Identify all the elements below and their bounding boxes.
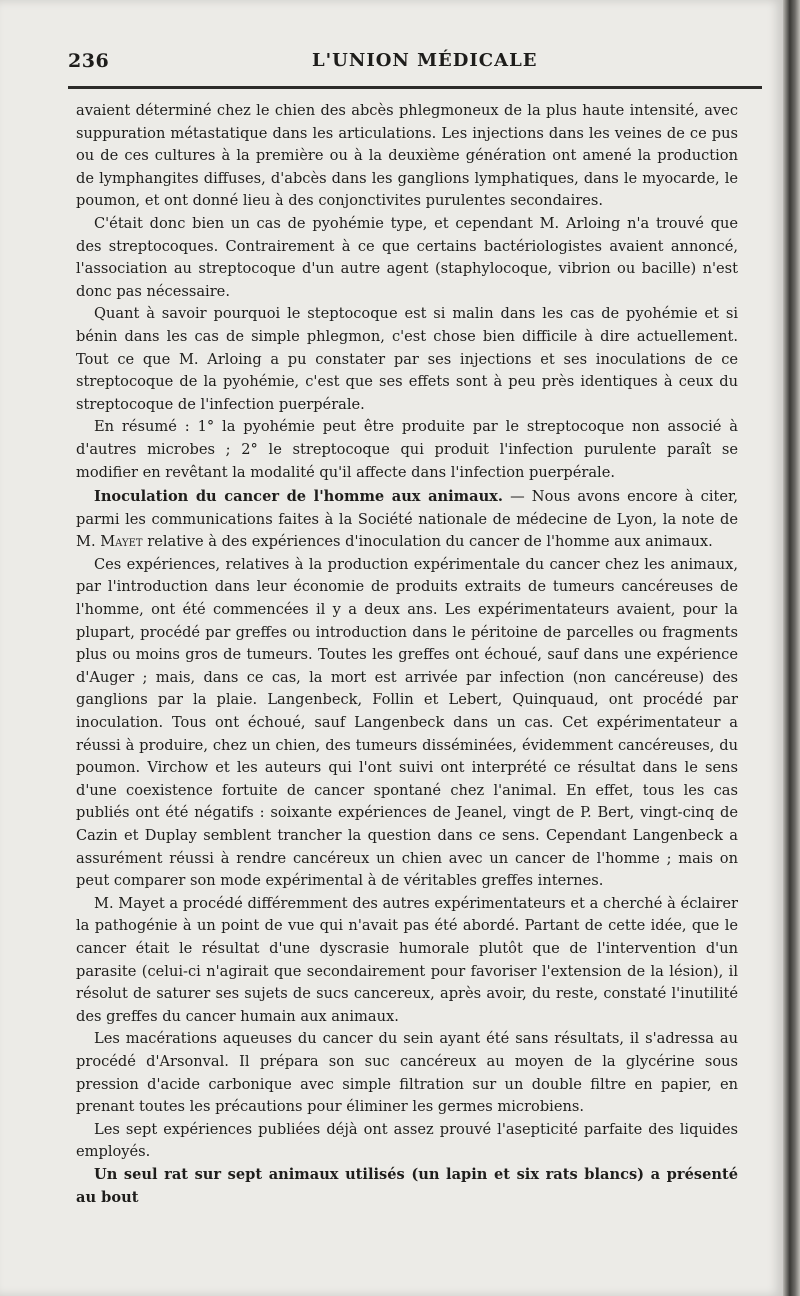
paragraph: Les sept expériences publiées déjà ont assez prouvé l'asepticité parfaite des liquides employés. — [76, 1120, 738, 1161]
paragraph: Quant à savoir pourquoi le steptocoque est si malin dans les cas de pyohémie et si bénin dans les cas de simple phlegmon, c'est chose bien difficile à dire actuellement. Tout ce que M. Arloing a pu constater par ses injections et ses inoculations de ce streptocoque de la pyohémie, c'est que ses effets sont à peu près identiques à ceux du streptocoque de l'infection puerpérale. — [76, 305, 738, 413]
header-rule — [68, 86, 762, 89]
section-intro-text: — Nous avons encore à citer, parmi les communications faites à la Société nationale de médecine de Lyon, la note de M. — [76, 488, 738, 551]
paragraph: Un seul rat sur sept animaux utilisés (un lapin et six rats blancs) a présenté au bout — [76, 1165, 738, 1206]
body-text — [76, 100, 738, 1209]
section-intro-text: relative à des expériences d'inoculation du cancer de l'homme aux animaux. — [142, 533, 713, 551]
page-number: 236 — [68, 50, 110, 72]
section-title: Inoculation du cancer de l'homme aux animaux. — [94, 488, 503, 506]
page-header — [68, 48, 758, 76]
paragraph: En résumé : 1° la pyohémie peut être produite par le streptocoque non associé à d'autres microbes ; 2° le streptocoque qui produit l'infection purulente paraît se modifier en revêtant la modalité qu'il affecte dans l'infection puerpérale. — [76, 418, 738, 481]
author-name: Mayet — [100, 533, 143, 551]
book-spine-edge — [783, 0, 800, 1296]
paragraph: M. Mayet a procédé différemment des autres expérimentateurs et a cherché à éclairer la pathogénie à un point de vue qui n'avait pas été abordé. Partant de cette idée, que le cancer était le résultat d'une dyscrasie humorale plutôt que de l'intervention d'un parasite (celui-ci n'agirait que secondairement pour favoriser l'extension de la lésion), il résolut de saturer ses sujets de sucs cancereux, après avoir, du reste, constaté l'inutilité des greffes du cancer humain aux animaux. — [76, 894, 738, 1025]
paragraph: C'était donc bien un cas de pyohémie type, et cependant M. Arloing n'a trouvé que des streptocoques. Contrairement à ce que certains bactériologistes avaient annoncé, l'association au streptocoque d'un autre agent (staphylocoque, vibrion ou bacille) n'est donc pas nécessaire. — [76, 214, 738, 300]
paragraph: avaient déterminé chez le chien des abcès phlegmoneux de la plus haute intensité, avec suppuration métastatique dans les articulations. Les injections dans les veines de ce pus ou de ces cultures à la première ou à la deuxième génération ont amené la production de lymphangites diffuses, d'abcès dans les ganglions lymphatiques, dans le myocarde, le poumon, et ont donné lieu à des conjonctivites purulentes secondaires. — [76, 102, 738, 210]
running-title: L'UNION MÉDICALE — [312, 50, 538, 71]
paragraph: Les macérations aqueuses du cancer du sein ayant été sans résultats, il s'adressa au procédé d'Arsonval. Il prépara son suc cancéreux au moyen de la glycérine sous pression d'acide carbonique avec simple filtration sur un double filtre en papier, en prenant toutes les précautions pour éliminer les germes microbiens. — [76, 1030, 738, 1116]
paragraph: Ces expériences, relatives à la production expérimentale du cancer chez les animaux, par l'introduction dans leur économie de produits extraits de tumeurs cancéreuses de l'homme, ont été commencées il y a deux ans. Les expérimentateurs avaient, pour la plupart, procédé par greffes ou introduction dans le péritoine de parcelles ou fragments plus ou moins gros de tumeurs. Toutes les greffes ont échoué, sauf dans une expérience d'Auger ; mais, dans ce cas, la mort est arrivée par infection (non cancéreuse) des ganglions par la plaie. Langenbeck, Follin et Lebert, Quinquaud, ont procédé par inoculation. Tous ont échoué, sauf Langenbeck dans un cas. Cet expérimentateur a réussi à produire, chez un chien, des tumeurs disséminées, évidemment cancéreuses, du poumon. Virchow et les auteurs qui l'ont suivi ont interprété ce résultat dans le sens d'une coexistence fortuite de cancer spontané chez l'animal. En effet, tous les cas publiés ont été négatifs : soixante expériences de Jeanel, vingt de P. Bert, vingt-cinq de Cazin et Duplay semblent trancher la question dans ce sens. Cependant Langenbeck a assurément réussi à rendre cancéreux un chien avec un cancer de l'homme ; mais on peut comparer son mode expérimental à de véritables greffes internes. — [76, 555, 738, 890]
section-intro-paragraph — [76, 486, 738, 554]
